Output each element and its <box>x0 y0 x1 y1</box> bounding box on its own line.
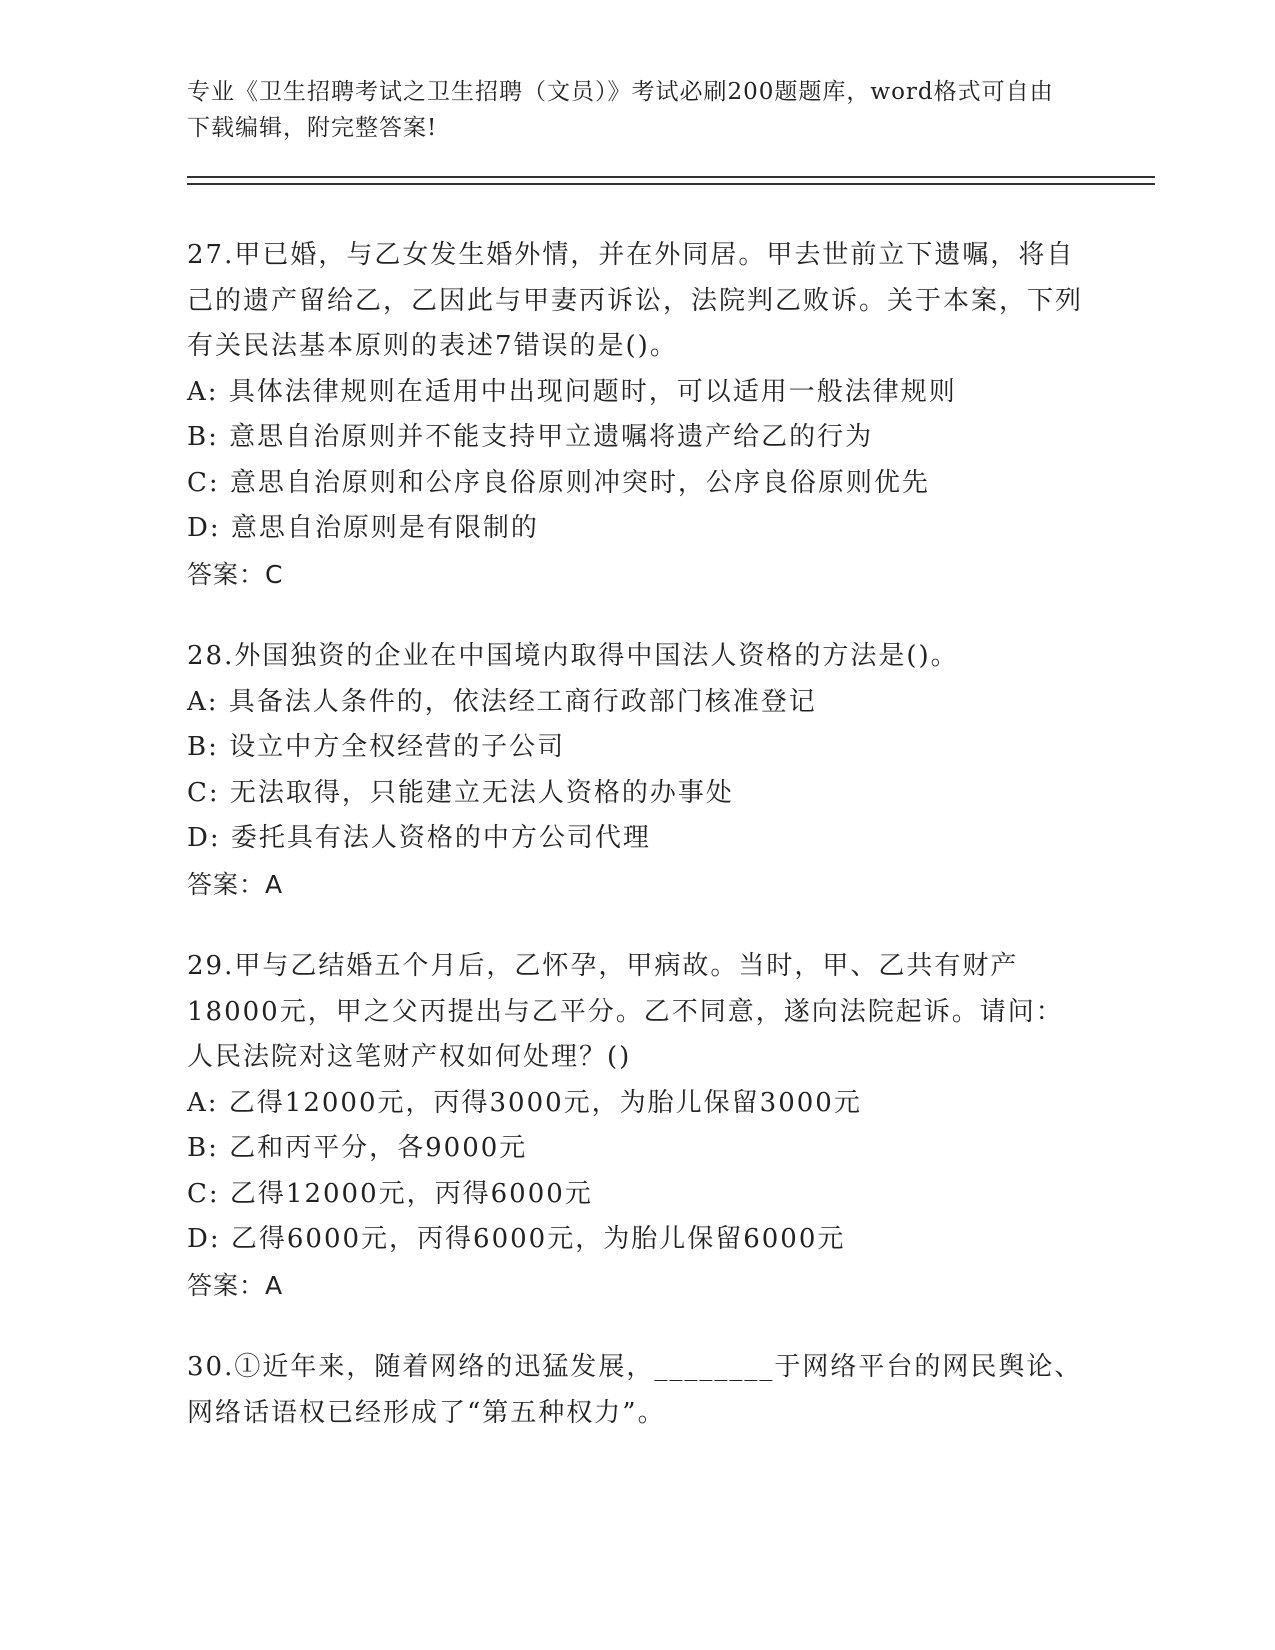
answer: 答案：A <box>187 1270 284 1300</box>
option-b: B: 设立中方全权经营的子公司 <box>187 732 566 762</box>
question-text: 28.外国独资的企业在中国境内取得中国法人资格的方法是()。 <box>187 641 959 671</box>
option-c: C: 意思自治原则和公序良俗原则冲突时，公序良俗原则优先 <box>187 467 930 498</box>
option-c: C: 乙得12000元，丙得6000元 <box>187 1178 593 1209</box>
question-text: 29.甲与乙结婚五个月后，乙怀孕，甲病故。当时，甲、乙共有财产18000元，甲之父丙提出与乙平分。乙不同意，遂向法院起诉。请问：人民法院对这笔财产权如何处理？() <box>187 951 1064 1072</box>
option-d: D: 乙得6000元，丙得6000元，为胎儿保留6000元 <box>187 1224 846 1254</box>
header-divider <box>187 176 1155 178</box>
question-30 <box>187 1345 1087 1436</box>
option-b: B: 意思自治原则并不能支持甲立遗嘱将遗产给乙的行为 <box>187 422 874 452</box>
question-text: 30.①近年来，随着网络的迅猛发展，________于网络平台的网民舆论、网络话语权已经形成了“第五种权力”。 <box>187 1352 1083 1428</box>
header-divider-double <box>187 183 1155 185</box>
question-28 <box>187 634 1087 907</box>
option-b: B: 乙和丙平分，各9000元 <box>187 1133 528 1163</box>
answer: 答案：C <box>187 559 284 589</box>
question-27 <box>187 233 1087 597</box>
document-header: 专业《卫生招聘考试之卫生招聘（文员）》考试必刷200题题库，word格式可自由下载编辑，附完整答案! <box>187 79 1054 141</box>
answer: 答案：A <box>187 869 284 899</box>
option-a: A: 具体法律规则在适用中出现问题时，可以适用一般法律规则 <box>187 376 957 407</box>
option-a: A: 乙得12000元，丙得3000元，为胎儿保留3000元 <box>187 1087 862 1118</box>
option-d: D: 委托具有法人资格的中方公司代理 <box>187 823 651 853</box>
question-29 <box>187 944 1087 1308</box>
question-text: 27.甲已婚，与乙女发生婚外情，并在外同居。甲去世前立下遗嘱，将自己的遗产留给乙，乙因此与甲妻丙诉讼，法院判乙败诉。关于本案，下列有关民法基本原则的表述7错误的是()。 <box>187 240 1084 361</box>
question-list <box>187 233 1087 1473</box>
option-a: A: 具备法人条件的，依法经工商行政部门核准登记 <box>187 686 817 717</box>
option-d: D: 意思自治原则是有限制的 <box>187 513 539 543</box>
option-c: C: 无法取得，只能建立无法人资格的办事处 <box>187 777 734 808</box>
